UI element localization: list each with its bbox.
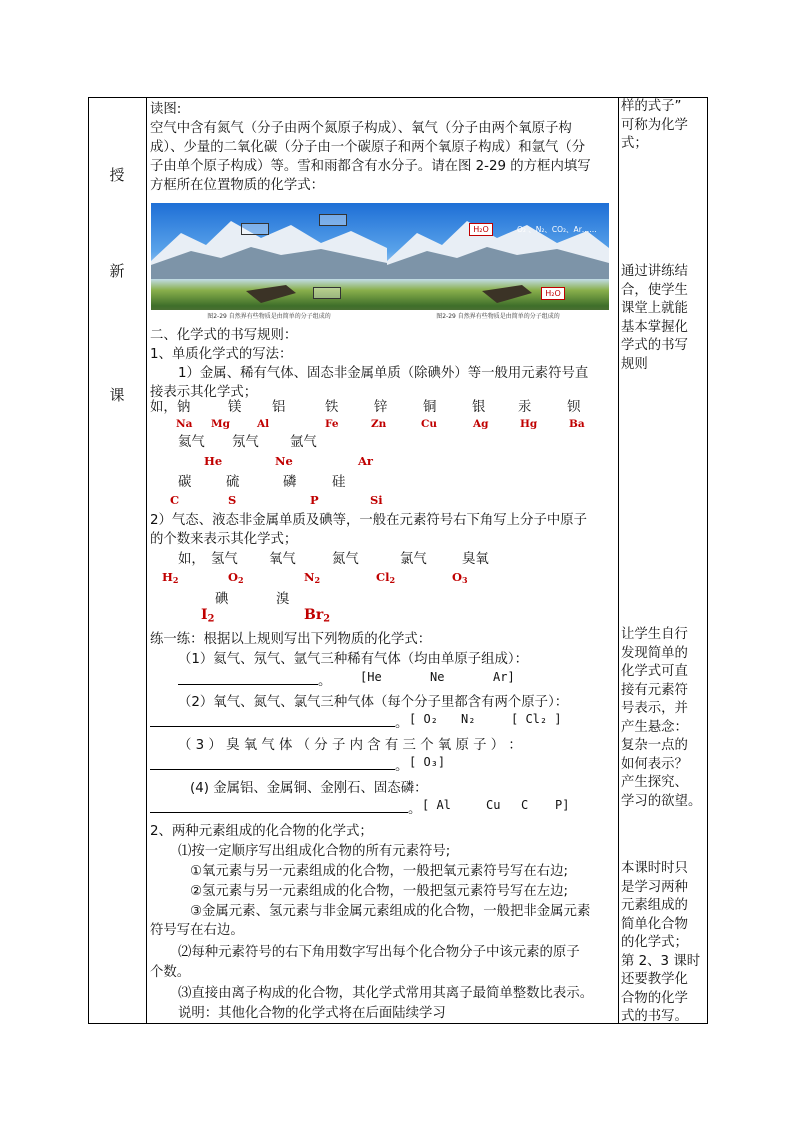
element-name: 氖气 [232,435,259,450]
note-line: 复杂一点的 [621,738,688,753]
formula: $O_2$ [228,570,244,585]
intro-text: 空气中含有氮气（分子由两个氮原子构成）、氧气（分子由两个氧原子构 [150,121,572,136]
note-line: 让学生自行 [621,627,688,642]
answer-line-3: 。 [150,755,408,774]
rule1-text: 1）金属、稀有气体、固态非金属单质（除碘外）等一般用元素符号直 [178,366,589,381]
answer-key: C [521,798,529,812]
answer-box-sky [241,223,269,235]
practice-title: 练一练：根据以上规则写出下列物质的化学式： [150,632,432,647]
element-name: 铜 [423,400,437,415]
note-line: 是学习两种 [621,879,688,895]
element-name: 氮气 [332,552,359,567]
compound-step: 个数。 [150,965,191,980]
note-line: 学式的书写 [621,338,688,353]
answer-key: P] [555,798,570,812]
note-line: 规则 [621,356,648,372]
side-label-xin: 新 [109,262,125,280]
answer-blank[interactable] [150,799,408,813]
rule2-text: 2）气态、液态非金属单质及碘等，一般在元素符号右下角写上分子中原子 [150,513,588,528]
compound-step: ③金属元素、氢元素与非金属元素组成的化合物，一般把非金属元素 [190,904,591,919]
element-name: 镁 [228,400,242,415]
lesson-table [88,97,708,1024]
column-divider-left [146,98,147,1023]
note-middle [621,263,707,374]
compound-step: 符号写在右边。 [150,923,244,938]
element-name: 碘 [215,592,229,607]
rule2-text: 的个数来表示其化学式； [150,532,298,547]
element-symbol: C [170,493,180,507]
note-line: 样的式子” [621,99,682,114]
compound-step: ⑴按一定顺序写出组成化合物的所有元素符号; [178,844,451,859]
note-lower [621,626,707,811]
element-symbol: Fe [325,418,339,430]
note-line: 发现简单的 [621,645,688,661]
element-name: 氢气 [211,552,238,567]
answer-line-1: 。 [178,670,331,689]
note-line: 简单化合物 [621,916,688,932]
intro-label: 读图: [150,102,182,117]
answer-blank[interactable] [178,671,318,685]
element-name: 硅 [332,475,346,490]
element-name: 氯气 [400,552,427,567]
element-name: 钡 [567,400,581,415]
element-name: 氩气 [290,435,317,450]
note-line: 式； [621,136,648,151]
figure-left-landscape [151,203,387,324]
answer-key: [ Al [422,798,451,812]
note-line: 化学式可直 [621,664,688,679]
element-symbol: S [228,493,237,507]
element-name: 氧气 [269,552,296,567]
answer-box-sky-right [319,214,347,226]
note-line: 式的书写。 [621,1009,688,1024]
answer-key: Ne [430,670,445,684]
note-line: 可称为化学 [621,117,688,133]
formula: $Br_2$ [304,607,331,625]
answer-key: [ O₂ [409,712,438,726]
mountain-image [387,203,609,324]
note-line: 第 2、3 课时 [621,953,701,969]
intro-text: 成）、少量的二氧化碳（分子由一个碳原子和两个氧原子构成）和氩气（分 [150,140,586,155]
note-line: 产生悬念： [621,719,688,735]
compound-title: 2、两种元素组成的化合物的化学式； [150,824,373,839]
note-line: 还要教学化 [621,972,688,987]
formula: $O_3$ [452,570,468,585]
column-divider-right [618,98,619,1023]
note-line: 本课时时只 [621,861,688,876]
answer-line-4: 。 [150,798,421,817]
side-label-shou: 授 [109,166,125,184]
side-label-ke: 课 [109,386,125,404]
note-line: 通过讲练结 [621,264,688,279]
formula: $N_2$ [304,570,321,585]
note-line: 基本掌握化 [621,319,688,335]
gas-label: O₂ 、N₂、CO₂、Ar…… [517,225,597,234]
intro-text: 子由单个原子构成）等。雪和雨都含有水分子。请在图 2-29 的方框内填写 [150,159,591,174]
answer-blank[interactable] [150,713,395,727]
element-name: 溴 [276,592,290,607]
rule1-text: 接表示其化学式； [150,385,258,400]
element-symbol: Al [257,418,270,430]
element-name: 碳 [178,475,192,490]
element-symbol: Ba [569,418,585,430]
formula: $I_2$ [201,607,215,625]
element-name: 铝 [272,400,286,415]
figure-right-landscape [387,203,609,324]
note-line: 的化学式； [621,935,688,950]
element-name: 臭氧 [462,552,489,567]
element-symbol: Si [370,493,383,507]
note-line: 元素组成的 [621,898,688,913]
element-name: 铁 [325,400,339,415]
compound-note: 说明：其他化合物的化学式将在后面陆续学习 [178,1006,446,1021]
element-name: 硫 [226,475,240,490]
element-symbol: Cu [421,418,437,430]
practice-question: （ 3 ） 臭 氧 气 体 （ 分 子 内 含 有 三 个 氧 原 子 ） ： [178,738,522,753]
answer-key: [ Cl₂ ] [511,712,562,726]
answer-key: [He [360,670,382,684]
note-line: 课堂上就能 [621,301,688,316]
note-line: 号表示，并 [621,701,688,716]
example-prefix: 如， [178,552,205,567]
note-line: 接有元素符 [621,682,688,698]
element-name: 银 [472,400,486,415]
note-line: 合，使学生 [621,282,688,298]
answer-box-ground [313,287,341,299]
answer-line-2: 。 [150,712,408,731]
answer-blank[interactable] [150,756,395,770]
figure-caption: 图2-29 自然界有些物质是由简单的分子组成的 [387,310,609,324]
practice-question: （1）氦气、氖气、氩气三种稀有气体（均由单原子组成）： [178,652,528,667]
element-symbol: Mg [211,418,230,430]
formula: $H_2$ [162,570,179,585]
element-symbol: Ag [473,418,489,430]
rule1-title: 1、单质化学式的写法： [150,347,293,362]
note-top [621,98,707,154]
note-line: 产生探究、 [621,775,688,790]
answer-key: Cu [486,798,501,812]
element-name: 氦气 [178,435,205,450]
note-line: 合物的化学 [621,990,688,1006]
h2o-label-bottom: H₂O [541,287,565,300]
compound-step: ①氧元素与另一元素组成的化合物，一般把氧元素符号写在右边; [190,864,569,879]
answer-key: Ar] [493,670,515,684]
practice-question: (4) 金属铝、金属铜、金刚石、固态磷： [190,781,428,796]
note-bottom [621,860,707,1027]
answer-key: [ O₃] [409,755,446,769]
element-symbol: Hg [520,418,538,430]
compound-step: ⑶直接由离子构成的化合物，其化学式常用其离子最简单整数比表示。 [178,986,594,1001]
section-title: 二、化学式的书写规则： [150,328,298,343]
element-symbol: He [204,454,223,468]
element-name: 汞 [518,400,532,415]
note-line: 学习的欲望。 [621,793,702,809]
element-symbol: Zn [371,418,387,430]
mountain-image [151,203,387,324]
element-symbol: P [310,493,319,507]
element-name: 锌 [374,400,388,415]
example-prefix: 如， [150,400,177,415]
intro-text: 方框所在位置物质的化学式： [150,178,325,193]
compound-step: ②氢元素与另一元素组成的化合物，一般把氢元素符号写在左边; [190,884,569,899]
note-line: 如何表示？ [621,756,688,772]
figure-caption: 图2-29 自然界有些物质是由简单的分子组成的 [151,310,387,324]
element-symbol: Ne [275,454,293,468]
element-symbol: Na [176,418,193,430]
compound-step: ⑵每种元素符号的右下角用数字写出每个化合物分子中该元素的原子 [178,945,580,960]
practice-question: （2）氧气、氮气、氯气三种气体（每个分子里都含有两个原子）： [178,695,569,710]
element-symbol: Ar [358,454,373,468]
h2o-label-top: H₂O [469,223,493,236]
main-content [150,100,623,195]
answer-key: N₂ [461,712,476,726]
formula: $Cl_2$ [376,570,396,585]
element-name: 磷 [283,475,297,490]
element-name: 钠 [177,400,191,415]
